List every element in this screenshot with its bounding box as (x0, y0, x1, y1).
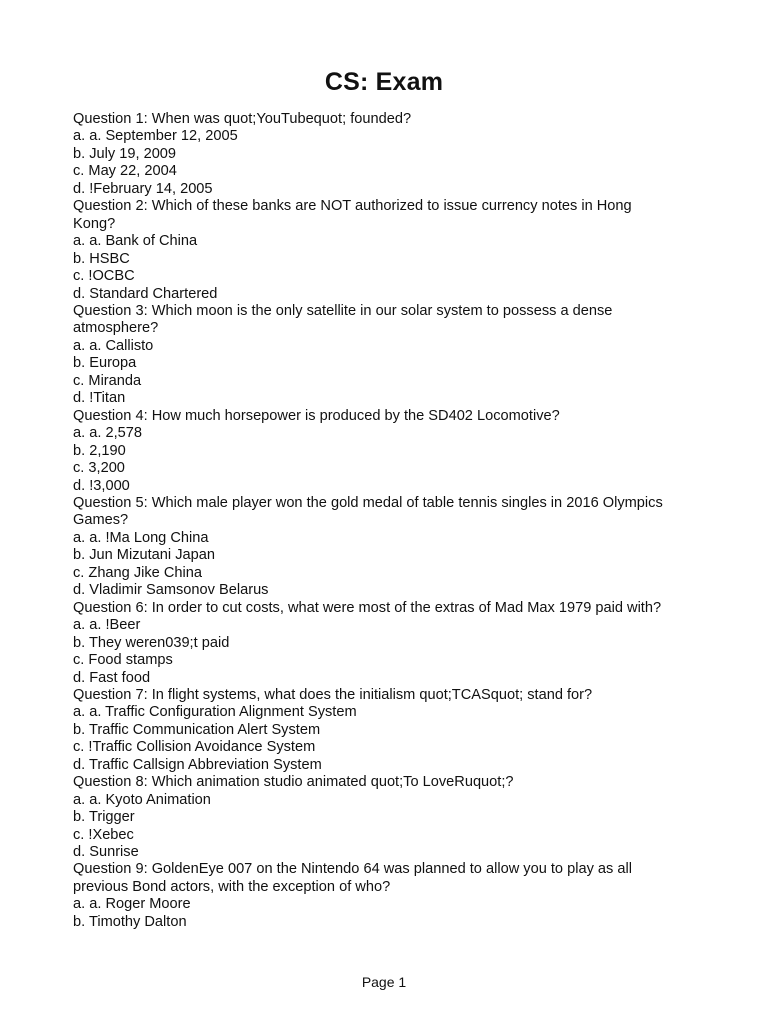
page-title: CS: Exam (324, 68, 444, 96)
question-text: Question 3: Which moon is the only satellite in our solar system to possess a dense atmosphere? (73, 302, 613, 337)
question-text: Question 8: Which animation studio animated quot;To LoveRuquot;? (73, 774, 514, 791)
answer-option: b. They weren039;t paid (73, 634, 230, 651)
answer-option: a. a. September 12, 2005 (73, 128, 238, 145)
answer-option: d. Vladimir Samsonov Belarus (73, 582, 269, 599)
answer-option: a. a. !Ma Long China (73, 529, 209, 546)
answer-option: a. a. !Beer (73, 617, 141, 634)
answer-option: c. 3,200 (73, 460, 125, 477)
question-text: Question 7: In flight systems, what does the initialism quot;TCASquot; stand for? (73, 686, 593, 703)
answer-option: d. !Titan (73, 390, 126, 407)
answer-option: d. Fast food (73, 669, 151, 686)
answer-option: c. !Xebec (73, 826, 134, 843)
answer-option: c. Miranda (73, 372, 142, 389)
answer-option: a. a. Bank of China (73, 233, 198, 250)
answer-option: a. a. Traffic Configuration Alignment System (73, 704, 357, 721)
answer-option: c. !Traffic Collision Avoidance System (73, 739, 316, 756)
answer-option: a. a. 2,578 (73, 425, 142, 442)
question-list (73, 111, 673, 931)
answer-option: b. Trigger (73, 809, 135, 826)
question-text: Question 4: How much horsepower is produced by the SD402 Locomotive? (73, 407, 560, 424)
page-number: Page 1 (361, 974, 407, 990)
question-text: Question 2: Which of these banks are NOT authorized to issue currency notes in Hong Kong? (73, 198, 632, 232)
answer-option: c. May 22, 2004 (73, 163, 177, 180)
answer-option: b. Timothy Dalton (73, 913, 187, 930)
answer-option: c. Food stamps (73, 652, 173, 669)
answer-option: b. 2,190 (73, 442, 126, 459)
answer-option: c. !OCBC (73, 268, 135, 285)
answer-option: b. HSBC (73, 250, 130, 267)
question-text: Question 1: When was quot;YouTubequot; founded? (73, 111, 412, 127)
answer-option: d. Sunrise (73, 844, 139, 861)
answer-option: d. !February 14, 2005 (73, 180, 213, 197)
question-text: Question 5: Which male player won the gold medal of table tennis singles in 2016 Olympics Games? (73, 494, 663, 529)
answer-option: b. July 19, 2009 (73, 145, 177, 162)
answer-option: b. Traffic Communication Alert System (73, 721, 321, 738)
answer-option: a. a. Roger Moore (73, 896, 191, 913)
answer-option: d. !3,000 (73, 477, 130, 494)
answer-option: a. a. Kyoto Animation (73, 791, 211, 808)
answer-option: d. Standard Chartered (73, 285, 218, 302)
answer-option: b. Europa (73, 355, 137, 372)
answer-option: d. Traffic Callsign Abbreviation System (73, 756, 322, 773)
question-text: Question 6: In order to cut costs, what were most of the extras of Mad Max 1979 paid with? (73, 599, 662, 616)
answer-option: c. Zhang Jike China (73, 564, 202, 581)
question-text: Question 9: GoldenEye 007 on the Nintendo 64 was planned to allow you to play as all previous Bond actors, with the exception of who? (73, 861, 632, 895)
answer-option: b. Jun Mizutani Japan (73, 547, 215, 564)
answer-option: a. a. Callisto (73, 337, 154, 354)
